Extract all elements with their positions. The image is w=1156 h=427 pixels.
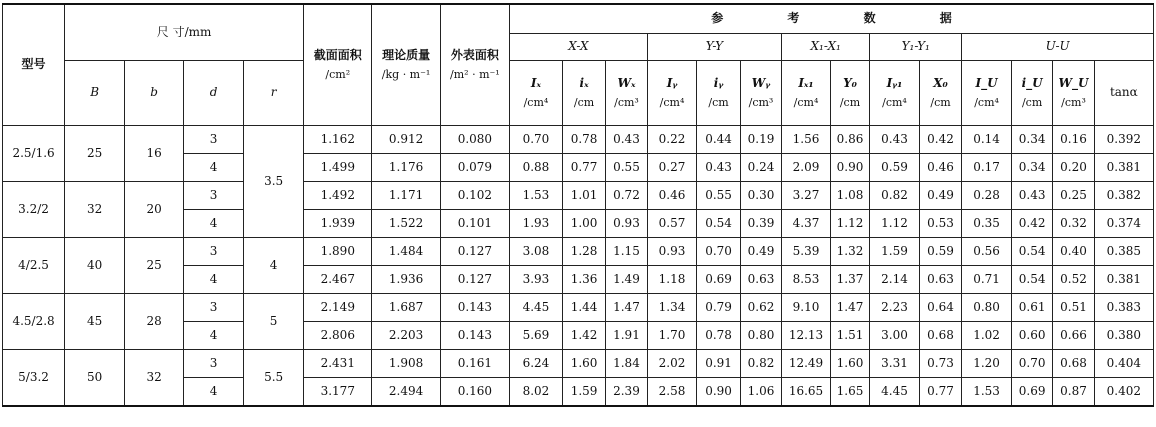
header-sub-unit: /cm xyxy=(839,95,861,109)
cell-value: 0.24 xyxy=(740,154,781,182)
cell-value: 0.91 xyxy=(697,350,740,378)
cell-value: 0.28 xyxy=(962,182,1012,210)
header-reference-label: 参 考 数 据 xyxy=(711,11,982,26)
cell-B: 40 xyxy=(65,238,125,294)
header-sub-symbol: i_U xyxy=(1021,75,1043,90)
header-sub-unit: /cm xyxy=(1021,95,1043,109)
cell-d: 4 xyxy=(184,322,244,350)
cell-value: 0.66 xyxy=(1053,322,1094,350)
cell-value: 0.46 xyxy=(647,182,697,210)
cell-value: 0.127 xyxy=(440,266,509,294)
cell-value: 0.90 xyxy=(830,154,869,182)
cell-r: 5 xyxy=(244,294,304,350)
cell-value: 1.42 xyxy=(562,322,605,350)
cell-d: 4 xyxy=(184,378,244,407)
cell-value: 0.383 xyxy=(1094,294,1153,322)
cell-r: 3.5 xyxy=(244,126,304,238)
header-sub-unit: /cm xyxy=(573,95,595,109)
cell-value: 0.79 xyxy=(697,294,740,322)
header-area xyxy=(304,4,372,126)
cell-b: 16 xyxy=(125,126,184,182)
cell-value: 2.806 xyxy=(304,322,372,350)
header-sub-unit: /cm xyxy=(930,95,951,109)
cell-value: 3.08 xyxy=(510,238,563,266)
header-sub-symbol: Iᵧ xyxy=(666,75,678,90)
cell-value: 0.43 xyxy=(870,126,920,154)
cell-value: 0.61 xyxy=(1011,294,1052,322)
cell-value: 0.127 xyxy=(440,238,509,266)
header-sub-symbol: Wₓ xyxy=(617,75,636,90)
cell-value: 3.27 xyxy=(782,182,831,210)
cell-value: 0.43 xyxy=(697,154,740,182)
cell-value: 1.91 xyxy=(606,322,647,350)
cell-model: 3.2/2 xyxy=(3,182,65,238)
cell-value: 0.59 xyxy=(870,154,920,182)
cell-b: 20 xyxy=(125,182,184,238)
cell-value: 0.77 xyxy=(562,154,605,182)
cell-value: 0.73 xyxy=(919,350,961,378)
cell-value: 1.06 xyxy=(740,378,781,407)
cell-value: 0.080 xyxy=(440,126,509,154)
cell-model: 4/2.5 xyxy=(3,238,65,294)
header-col-B: B xyxy=(65,61,125,126)
cell-value: 5.69 xyxy=(510,322,563,350)
cell-value: 1.60 xyxy=(830,350,869,378)
cell-value: 0.52 xyxy=(1053,266,1094,294)
cell-value: 0.22 xyxy=(647,126,697,154)
cell-value: 1.65 xyxy=(830,378,869,407)
cell-value: 1.936 xyxy=(372,266,440,294)
cell-d: 3 xyxy=(184,350,244,378)
cell-value: 2.23 xyxy=(870,294,920,322)
cell-value: 1.522 xyxy=(372,210,440,238)
cell-value: 1.162 xyxy=(304,126,372,154)
header-sub-symbol: Iₓ xyxy=(530,75,541,90)
cell-value: 1.28 xyxy=(562,238,605,266)
cell-value: 0.60 xyxy=(1011,322,1052,350)
cell-value: 0.143 xyxy=(440,294,509,322)
cell-value: 0.380 xyxy=(1094,322,1153,350)
header-sub-col xyxy=(919,61,961,126)
header-sub-unit: /cm xyxy=(708,95,729,109)
cell-value: 9.10 xyxy=(782,294,831,322)
cell-value: 2.39 xyxy=(606,378,647,407)
cell-r: 4 xyxy=(244,238,304,294)
cell-value: 1.59 xyxy=(562,378,605,407)
cell-value: 16.65 xyxy=(782,378,831,407)
cell-value: 0.385 xyxy=(1094,238,1153,266)
header-model: 型号 xyxy=(3,4,65,126)
cell-value: 0.16 xyxy=(1053,126,1094,154)
cell-value: 0.56 xyxy=(962,238,1012,266)
header-group-uu: U-U xyxy=(962,34,1154,61)
header-surface-unit: /m² · m⁻¹ xyxy=(450,67,500,81)
cell-d: 3 xyxy=(184,294,244,322)
cell-value: 1.36 xyxy=(562,266,605,294)
cell-value: 0.39 xyxy=(740,210,781,238)
cell-value: 0.30 xyxy=(740,182,781,210)
cell-value: 0.143 xyxy=(440,322,509,350)
cell-d: 4 xyxy=(184,210,244,238)
cell-value: 2.58 xyxy=(647,378,697,407)
cell-value: 0.54 xyxy=(697,210,740,238)
header-sub-col xyxy=(647,61,697,126)
header-sub-col xyxy=(830,61,869,126)
cell-value: 0.59 xyxy=(919,238,961,266)
cell-value: 0.079 xyxy=(440,154,509,182)
header-area-unit: /cm² xyxy=(325,67,351,81)
table-row xyxy=(3,350,1154,378)
cell-value: 1.12 xyxy=(830,210,869,238)
cell-value: 0.68 xyxy=(919,322,961,350)
cell-value: 0.68 xyxy=(1053,350,1094,378)
cell-value: 0.82 xyxy=(870,182,920,210)
cell-value: 0.72 xyxy=(606,182,647,210)
cell-B: 50 xyxy=(65,350,125,407)
cell-value: 0.160 xyxy=(440,378,509,407)
header-sub-unit: /cm⁴ xyxy=(974,95,999,109)
cell-value: 0.43 xyxy=(1011,182,1052,210)
cell-value: 0.43 xyxy=(606,126,647,154)
cell-value: 0.57 xyxy=(647,210,697,238)
cell-value: 0.54 xyxy=(1011,266,1052,294)
cell-value: 1.00 xyxy=(562,210,605,238)
cell-b: 28 xyxy=(125,294,184,350)
table-row xyxy=(3,238,1154,266)
cell-value: 0.392 xyxy=(1094,126,1153,154)
cell-value: 0.25 xyxy=(1053,182,1094,210)
cell-value: 1.53 xyxy=(962,378,1012,407)
cell-model: 2.5/1.6 xyxy=(3,126,65,182)
cell-value: 1.44 xyxy=(562,294,605,322)
cell-value: 0.70 xyxy=(510,126,563,154)
cell-value: 1.93 xyxy=(510,210,563,238)
cell-value: 0.381 xyxy=(1094,266,1153,294)
cell-value: 5.39 xyxy=(782,238,831,266)
cell-value: 1.34 xyxy=(647,294,697,322)
cell-value: 0.912 xyxy=(372,126,440,154)
cell-d: 3 xyxy=(184,182,244,210)
header-col-b: b xyxy=(125,61,184,126)
header-sub-col xyxy=(1011,61,1052,126)
cell-value: 2.203 xyxy=(372,322,440,350)
cell-value: 4.37 xyxy=(782,210,831,238)
header-sub-symbol: Wᵧ xyxy=(751,75,771,90)
cell-value: 0.90 xyxy=(697,378,740,407)
cell-d: 3 xyxy=(184,238,244,266)
header-sub-unit: /cm⁴ xyxy=(882,95,907,109)
cell-model: 4.5/2.8 xyxy=(3,294,65,350)
cell-value: 1.60 xyxy=(562,350,605,378)
cell-value: 0.42 xyxy=(1011,210,1052,238)
cell-value: 2.02 xyxy=(647,350,697,378)
header-sub-symbol: W_U xyxy=(1058,75,1089,90)
cell-value: 0.71 xyxy=(962,266,1012,294)
header-sub-symbol: X₀ xyxy=(933,75,948,90)
table-row xyxy=(3,294,1154,322)
cell-value: 1.499 xyxy=(304,154,372,182)
cell-value: 0.93 xyxy=(647,238,697,266)
cell-value: 1.492 xyxy=(304,182,372,210)
header-sub-unit: /cm³ xyxy=(1061,95,1086,109)
cell-value: 2.09 xyxy=(782,154,831,182)
cell-value: 0.51 xyxy=(1053,294,1094,322)
cell-value: 0.44 xyxy=(697,126,740,154)
cell-value: 1.47 xyxy=(606,294,647,322)
cell-value: 0.53 xyxy=(919,210,961,238)
cell-value: 1.49 xyxy=(606,266,647,294)
header-sub-col xyxy=(740,61,781,126)
header-sub-symbol: Iₓ₁ xyxy=(798,75,814,90)
header-sub-unit: /cm⁴ xyxy=(793,95,819,109)
cell-value: 1.47 xyxy=(830,294,869,322)
cell-value: 0.78 xyxy=(562,126,605,154)
cell-value: 1.84 xyxy=(606,350,647,378)
cell-value: 0.62 xyxy=(740,294,781,322)
cell-value: 12.13 xyxy=(782,322,831,350)
table-row xyxy=(3,126,1154,154)
header-col-r: r xyxy=(244,61,304,126)
header-col-d: d xyxy=(184,61,244,126)
header-surface-label: 外表面积 xyxy=(450,47,499,62)
cell-d: 4 xyxy=(184,266,244,294)
cell-value: 1.15 xyxy=(606,238,647,266)
cell-value: 1.70 xyxy=(647,322,697,350)
cell-value: 0.382 xyxy=(1094,182,1153,210)
cell-b: 25 xyxy=(125,238,184,294)
cell-value: 0.82 xyxy=(740,350,781,378)
header-sub-unit: /cm³ xyxy=(748,95,774,109)
cell-value: 0.35 xyxy=(962,210,1012,238)
cell-value: 1.18 xyxy=(647,266,697,294)
cell-value: 0.86 xyxy=(830,126,869,154)
cell-B: 25 xyxy=(65,126,125,182)
cell-r: 5.5 xyxy=(244,350,304,407)
cell-value: 2.14 xyxy=(870,266,920,294)
cell-value: 0.46 xyxy=(919,154,961,182)
cell-value: 3.31 xyxy=(870,350,920,378)
header-sub-symbol: I_U xyxy=(975,75,998,90)
cell-value: 2.467 xyxy=(304,266,372,294)
cell-value: 1.08 xyxy=(830,182,869,210)
cell-value: 0.161 xyxy=(440,350,509,378)
header-sub-col xyxy=(562,61,605,126)
cell-value: 0.54 xyxy=(1011,238,1052,266)
cell-value: 0.402 xyxy=(1094,378,1153,407)
cell-value: 0.404 xyxy=(1094,350,1153,378)
header-group-y1y1: Y₁-Y₁ xyxy=(870,34,962,61)
header-area-label: 截面面积 xyxy=(313,47,362,62)
cell-value: 0.63 xyxy=(740,266,781,294)
cell-value: 0.381 xyxy=(1094,154,1153,182)
header-sub-unit: /cm⁴ xyxy=(659,95,685,109)
cell-value: 0.64 xyxy=(919,294,961,322)
cell-value: 1.56 xyxy=(782,126,831,154)
cell-value: 0.14 xyxy=(962,126,1012,154)
cell-value: 1.687 xyxy=(372,294,440,322)
header-group-yy: Y-Y xyxy=(647,34,782,61)
cell-value: 0.55 xyxy=(697,182,740,210)
header-sub-col xyxy=(697,61,740,126)
header-dimensions: 尺 寸/mm xyxy=(65,4,304,61)
header-sub-col xyxy=(870,61,920,126)
cell-value: 1.32 xyxy=(830,238,869,266)
header-sub-col xyxy=(1053,61,1094,126)
cell-value: 1.12 xyxy=(870,210,920,238)
cell-value: 3.93 xyxy=(510,266,563,294)
cell-value: 3.00 xyxy=(870,322,920,350)
header-tan: tanα xyxy=(1094,61,1153,126)
cell-value: 0.70 xyxy=(697,238,740,266)
header-sub-symbol: Iᵧ₁ xyxy=(886,75,903,90)
cell-value: 6.24 xyxy=(510,350,563,378)
header-sub-col xyxy=(510,61,563,126)
cell-value: 0.34 xyxy=(1011,154,1052,182)
cell-value: 1.890 xyxy=(304,238,372,266)
cell-value: 0.101 xyxy=(440,210,509,238)
cell-b: 32 xyxy=(125,350,184,407)
cell-value: 8.02 xyxy=(510,378,563,407)
cell-value: 1.59 xyxy=(870,238,920,266)
cell-value: 1.51 xyxy=(830,322,869,350)
cell-value: 1.908 xyxy=(372,350,440,378)
cell-value: 1.53 xyxy=(510,182,563,210)
cell-value: 1.171 xyxy=(372,182,440,210)
cell-value: 12.49 xyxy=(782,350,831,378)
cell-value: 1.01 xyxy=(562,182,605,210)
cell-value: 0.87 xyxy=(1053,378,1094,407)
cell-value: 0.80 xyxy=(740,322,781,350)
header-group-x1x1: X₁-X₁ xyxy=(782,34,870,61)
cell-value: 2.149 xyxy=(304,294,372,322)
angle-steel-table xyxy=(2,3,1154,407)
cell-value: 2.431 xyxy=(304,350,372,378)
cell-value: 8.53 xyxy=(782,266,831,294)
cell-value: 0.70 xyxy=(1011,350,1052,378)
cell-value: 0.49 xyxy=(919,182,961,210)
cell-value: 1.484 xyxy=(372,238,440,266)
header-mass-label: 理论质量 xyxy=(382,47,431,62)
cell-value: 1.176 xyxy=(372,154,440,182)
header-sub-symbol: iₓ xyxy=(579,75,589,90)
cell-value: 0.77 xyxy=(919,378,961,407)
cell-value: 1.20 xyxy=(962,350,1012,378)
cell-value: 0.93 xyxy=(606,210,647,238)
cell-value: 0.102 xyxy=(440,182,509,210)
header-sub-unit: /cm⁴ xyxy=(523,95,549,109)
cell-value: 2.494 xyxy=(372,378,440,407)
cell-d: 3 xyxy=(184,126,244,154)
cell-value: 0.19 xyxy=(740,126,781,154)
cell-value: 0.42 xyxy=(919,126,961,154)
cell-value: 0.20 xyxy=(1053,154,1094,182)
header-sub-col xyxy=(606,61,647,126)
cell-value: 0.69 xyxy=(697,266,740,294)
cell-value: 0.80 xyxy=(962,294,1012,322)
header-mass xyxy=(372,4,440,126)
cell-value: 1.939 xyxy=(304,210,372,238)
cell-model: 5/3.2 xyxy=(3,350,65,407)
cell-value: 0.78 xyxy=(697,322,740,350)
cell-value: 0.69 xyxy=(1011,378,1052,407)
header-sub-unit: /cm³ xyxy=(614,95,639,109)
cell-d: 4 xyxy=(184,154,244,182)
cell-value: 4.45 xyxy=(510,294,563,322)
cell-value: 0.17 xyxy=(962,154,1012,182)
cell-value: 0.55 xyxy=(606,154,647,182)
cell-value: 1.02 xyxy=(962,322,1012,350)
header-group-xx: X-X xyxy=(510,34,648,61)
cell-value: 0.49 xyxy=(740,238,781,266)
cell-value: 3.177 xyxy=(304,378,372,407)
header-reference xyxy=(510,4,1154,34)
cell-value: 0.40 xyxy=(1053,238,1094,266)
cell-value: 1.37 xyxy=(830,266,869,294)
header-mass-unit: /kg · m⁻¹ xyxy=(381,67,431,81)
cell-value: 0.34 xyxy=(1011,126,1052,154)
header-surface xyxy=(440,4,509,126)
cell-value: 0.27 xyxy=(647,154,697,182)
cell-B: 45 xyxy=(65,294,125,350)
cell-value: 0.374 xyxy=(1094,210,1153,238)
table-row xyxy=(3,182,1154,210)
header-sub-symbol: iᵧ xyxy=(713,75,724,90)
cell-value: 4.45 xyxy=(870,378,920,407)
header-sub-symbol: Y₀ xyxy=(843,75,857,90)
cell-value: 0.32 xyxy=(1053,210,1094,238)
cell-B: 32 xyxy=(65,182,125,238)
cell-value: 0.88 xyxy=(510,154,563,182)
header-sub-col xyxy=(962,61,1012,126)
header-sub-col xyxy=(782,61,831,126)
cell-value: 0.63 xyxy=(919,266,961,294)
